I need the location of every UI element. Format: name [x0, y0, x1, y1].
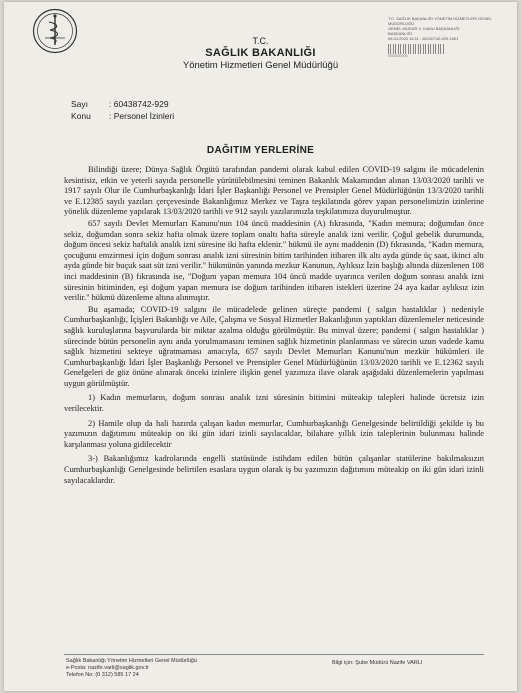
footer-info: Bilgi için: Şube Müdürü Nazife VARLI [332, 660, 423, 666]
stamp-line: BAŞKANLIĞI [388, 31, 412, 36]
body-paragraph: Bu aşamada; COVID-19 salgını ile mücadelede gelinen süreçte pandemi ( salgın hastalıklar ) nedeniyle Cumhurbaşkanlığı, İçişleri Bakanlığı ve Aile, Çalışma ve Sosyal Hizmetler Bakanlığının yaptıkları düzenlemeler neticesinde sağlık kuruluşlarına başvurularda bir miktar azalma olduğu görülmüştür. Bu minval üzere; pandemi ( salgın hastalıklar ) sürecinde bütün personelin aynı anda yorulmamasını teminen sağlık hizmetinin planlanması ve sürecin uzun vadede kamu sağlık hizmetini sekteye uğratmaması amacıyla, 657 sayılı Devlet Memurları Kanunu'nun mezkür hükümleri ile Cumhurbaşkanlığı İdari İşler Başkanlığı Personel ve Prensipler Genel Müdürlüğünün 13/03/2020 tarihli ve E.12362 sayılı Genelgeleri de göz önüne alınarak önceki izinlere ilişkin genel yazımıza ilave olarak aşağıdaki düzenlemelerin yapılması uygun görülmüştür. [64, 304, 484, 388]
meta-sayi [71, 98, 174, 110]
footer-email: e-Posta: nazife.varli@saglik.gov.tr [66, 665, 149, 671]
document-title: DAĞITIM YERLERİNE [206, 145, 315, 156]
body-paragraph: Bilindiği üzere; Dünya Sağlık Örgütü tarafından pandemi olarak kabul edilen COVID-19 salgını ile mücadelenin kesintisiz, etkin ve yeterli sayıda personelle yürütülebilmesini teminen Bakanlık Makamından alınan 13/03/2020 tarihli ve 1917 sayılı Olur ile Cumhurbaşkanlığı İdari İşler Başkanlığı Personel ve Prensipler Genel Müdürlüğünün 13/3/2020 tarihli ve E.12385 sayılı yazıları çerçevesinde Bakanlığımız Merkez ve Taşra teşkilatında görev yapan personelimizin izinlerine yönelik düzenleme yapılarak 13/03/2020 tarihli ve 912 sayılı yazılarımızla teşkilatımıza duyurulmuştur. [64, 165, 484, 217]
konu-label: Konu [71, 111, 91, 121]
footer-divider [64, 654, 484, 655]
sayi-label: Sayı [71, 99, 89, 109]
body-item-3: 3-) Bakanlığımız kadrolarında engelli statüsünde istihdam edilen bütün çalışanlar statülerine bakılmaksızın Cumhurbaşkanlığı Genelgesinde belirtilen esaslara uygun olarak iş bu yazımızın dağıtımını müteakip on iki gün idari izinli sayılacaklardır. [64, 454, 484, 485]
document-body [64, 165, 484, 487]
document-meta [71, 98, 174, 122]
document-page [4, 2, 517, 691]
stamp-line: 06.04.2020 16:11 - 80130742-929-1601 [388, 36, 459, 41]
stamp-line: T.C. SAĞLIK BAKANLIĞI YÖNETİM HİZMETLERİ GENEL MÜDÜRLÜĞÜ [388, 16, 492, 26]
letterhead-department: Yönetim Hizmetleri Genel Müdürlüğü [182, 60, 339, 71]
body-item-2: 2) Hamile olup da hali hazırda çalışan kadın memurlar, Cumhurbaşkanlığı Genelgesinde belirtildiği şekilde iş bu yazımızın dağıtımını müteakip on iki gün idari izinli sayılacaklar, bilahare yıllık izin taleplerinin bulunması halinde karşılanması yoluna gidilecektir [64, 418, 484, 449]
footer [66, 658, 486, 679]
footer-address: Sağlık Bakanlığı Yönetim Hizmetleri Genel Müdürlüğü [66, 658, 198, 664]
body-paragraph: 657 sayılı Devlet Memurları Kanunu'nun 104 üncü maddesinin (A) fıkrasında, "Kadın memura; doğumdan önce sekiz, doğumdan sonra sekiz hafta olmak üzere toplam onaltı hafta süreyle analık izni verilir. Çoğul gebelik durumunda, doğum öncesi sekiz haftalık analık izni süresine iki hafta eklenir." hükmü ile aynı maddenin (D) fıkrasında, "Kadın memura, çocuğunu emzirmesi için doğum sonrası analık izni süresinin bitim tarihinden itibaren ilk altı ayda günde üç saat, ikinci altı ayda günde bir buçuk saat süt izni verilir." hükmünün yanında mezkur Kanunun, Aylıksız İzin başlığı altında düzenlenen 108 inci maddesinin (B) fıkrasında ise, "Doğum yapan memura 104 üncü madde uyarınca verilen doğum sonrası analık izni süresinin bitiminden, eşi doğum yapan memura ise doğum tarihinden itibaren istekleri üzerine 24 aya kadar aylıksız izin verilir." hükmü düzenleme altına alınmıştır. [64, 218, 484, 303]
body-item-1: 1) Kadın memurların, doğum sonrası analık izni süresinin bitimini müteakip talepleri halinde ücretsiz izin verilecektir. [64, 393, 484, 414]
stamp-line: GENEL MÜDÜR V. KAMU BAŞKANLIĞI [388, 26, 460, 31]
konu-value: : Personel İzinleri [109, 111, 175, 121]
letterhead-tc: T.C. [252, 36, 269, 46]
footer-phone: Telefon No: (0 312) 585 17 24 [66, 672, 139, 678]
letterhead-ministry: SAĞLIK BAKANLIĞI [205, 47, 316, 59]
barcode-number: 0000000000 [388, 54, 408, 58]
letterhead [4, 36, 517, 72]
meta-konu [71, 110, 174, 122]
sayi-value: : 60438742-929 [109, 99, 169, 109]
